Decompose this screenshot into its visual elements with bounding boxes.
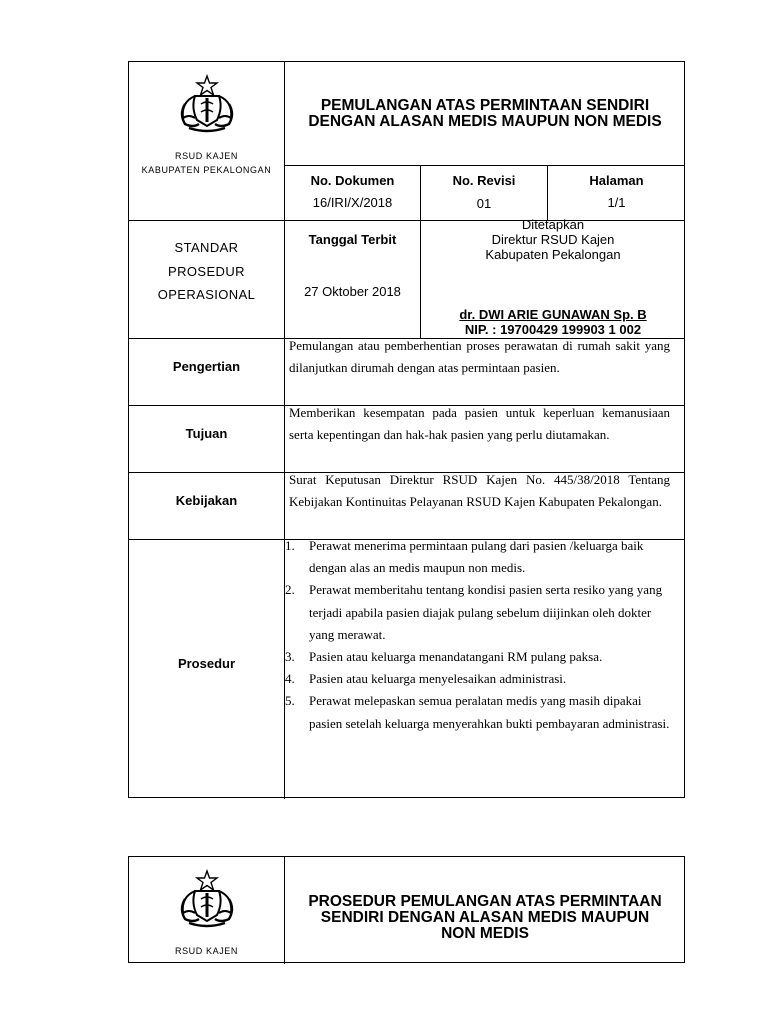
no-dokumen-label: No. Dokumen — [310, 173, 395, 188]
tujuan-label: Tujuan — [185, 426, 228, 441]
no-revisi-label: No. Revisi — [452, 173, 516, 188]
halaman-label: Halaman — [589, 173, 644, 188]
tanggal-terbit-value: 27 Oktober 2018 — [304, 284, 401, 299]
approval-block — [421, 217, 685, 262]
prosedur-label: Prosedur — [177, 656, 236, 671]
logo-caption: RSUD KAJEN — [174, 946, 238, 956]
pengertian-label: Pengertian — [172, 359, 241, 374]
spo-heading — [129, 236, 284, 307]
signer-block — [421, 307, 685, 337]
logo-cell — [129, 869, 284, 956]
step-number: 1. — [285, 538, 295, 553]
signer-nip: NIP. : 19700429 199903 1 002 — [464, 322, 642, 337]
step-text: Pasien atau keluarga menyelesaikan administrasi. — [309, 671, 567, 687]
no-revisi-value: 01 — [476, 196, 492, 211]
step-number: 2. — [285, 582, 295, 598]
tujuan-text: Memberikan kesempatan pada pasien untuk keperluan kemanusiaan serta kepentingan dan hak-hak pasien yang perlu diutamakan. — [289, 405, 670, 442]
kebijakan-label: Kebijakan — [175, 493, 238, 508]
kebijakan-text: Surat Keputusan Direktur RSUD Kajen No. 445/38/2018 Tentang Kebijakan Kontinuitas Pelayanan RSUD Kajen Kabupaten Pekalongan. — [289, 472, 670, 509]
procedure-step — [285, 668, 675, 690]
logo-caption: KABUPATEN PEKALONGAN — [141, 165, 272, 175]
procedure-step — [285, 535, 675, 579]
document-title: PEMULANGAN ATAS PERMINTAAN SENDIRI DENGAN ALASAN MEDIS MAUPUN NON MEDIS — [308, 97, 662, 130]
ditetapkan-text: Ditetapkan — [521, 217, 585, 232]
step-number: 4. — [285, 671, 295, 687]
document-title: PROSEDUR PEMULANGAN ATAS PERMINTAAN SENDIRI DENGAN ALASAN MEDIS MAUPUN NON MEDIS — [308, 893, 662, 942]
kabupaten-text: Kabupaten Pekalongan — [485, 247, 621, 262]
procedure-step — [285, 579, 675, 646]
logo-caption: RSUD KAJEN — [174, 151, 238, 161]
spo-line: PROSEDUR — [168, 263, 245, 279]
rsud-logo-icon — [129, 869, 284, 929]
procedure-step — [285, 690, 675, 734]
step-text: Perawat memberitahu tentang kondisi pasien serta resiko yang yang terjadi apabila pasien diajak pulang sebelum diijinkan oleh dokter yang merawat. — [309, 582, 663, 642]
spo-line: STANDAR — [174, 240, 239, 255]
step-number: 5. — [285, 693, 295, 709]
halaman-value: 1/1 — [607, 195, 626, 210]
step-text: Pasien atau keluarga menandatangani RM pulang paksa. — [309, 649, 603, 665]
sop-document — [128, 61, 685, 798]
sop-document-page-2 — [128, 856, 685, 963]
procedure-steps — [285, 535, 675, 735]
tanggal-terbit-label: Tanggal Terbit — [308, 232, 397, 247]
step-number: 3. — [285, 649, 295, 665]
rsud-logo-icon — [129, 74, 284, 134]
direktur-text: Direktur RSUD Kajen — [491, 232, 615, 247]
signer-name: dr. DWI ARIE GUNAWAN Sp. B — [459, 307, 647, 322]
step-text: Perawat melepaskan semua peralatan medis yang masih dipakai pasien setelah keluarga menyerahkan bukti pembayaran administrasi. — [309, 693, 670, 731]
no-dokumen-value: 16/IRI/X/2018 — [312, 195, 393, 210]
procedure-step — [285, 646, 675, 668]
step-text: Perawat menerima permintaan pulang dari pasien /keluarga baik dengan alas an medis maupun non medis. — [309, 538, 644, 576]
logo-cell — [129, 74, 284, 175]
pengertian-text: Pemulangan atau pemberhentian proses perawatan di rumah sakit yang dilanjutkan dirumah dengan atas permintaan pasien. — [289, 338, 670, 375]
divider — [284, 165, 685, 166]
divider — [284, 857, 285, 964]
spo-line: OPERASIONAL — [157, 287, 256, 302]
